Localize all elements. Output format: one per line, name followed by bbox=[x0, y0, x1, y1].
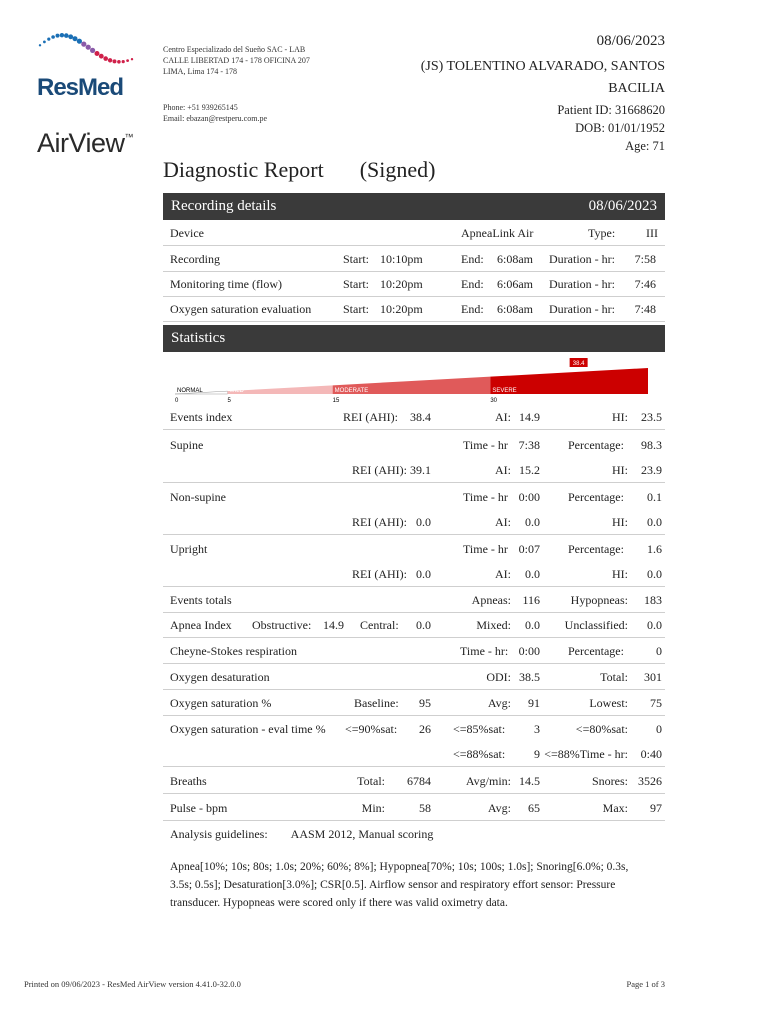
stat-time-value: 0:00 bbox=[518, 490, 540, 504]
stat-ai-label: AI: bbox=[495, 410, 511, 424]
stat-max-value: 97 bbox=[650, 801, 662, 815]
device-value: ApneaLink Air bbox=[461, 226, 534, 240]
logo-dot bbox=[43, 41, 46, 44]
stat-label: Upright bbox=[170, 542, 208, 556]
scale-tick: 5 bbox=[227, 398, 231, 404]
scale-label-normal: NORMAL bbox=[177, 388, 203, 394]
clinic-address-1: CALLE LIBERTAD 174 - 178 OFICINA 207 bbox=[163, 56, 310, 65]
guidelines-line-1: Apnea[10%; 10s; 80s; 1.0s; 20%; 60%; 8%]; Hypopnea[70%; 10s; 100s; 1.0s]; Snoring[6.0%; 0.3s, bbox=[170, 861, 629, 873]
stat-rei-label: REI (AHI): bbox=[352, 463, 407, 477]
logo-dot bbox=[95, 51, 100, 56]
start-label: Start: bbox=[343, 252, 369, 266]
stat-le88-time-value: 0:40 bbox=[640, 747, 662, 761]
patient-info bbox=[557, 101, 665, 155]
stat-apneas-label: Apneas: bbox=[471, 593, 511, 607]
statistics-row bbox=[163, 612, 665, 638]
stat-avg-label: Avg/min: bbox=[465, 774, 511, 788]
stat-le80-label: <=80%sat: bbox=[575, 722, 628, 736]
stat-max-label: Max: bbox=[602, 801, 628, 815]
patient-name bbox=[365, 56, 665, 100]
stat-min-value: 58 bbox=[419, 801, 431, 815]
scale-label-severe: SEVERE bbox=[492, 388, 517, 394]
resmed-logo-icon bbox=[36, 26, 136, 74]
trademark-mark: ™ bbox=[124, 132, 134, 142]
start-value: 10:20pm bbox=[380, 277, 423, 291]
clinic-contact bbox=[163, 102, 267, 124]
logo-dot bbox=[126, 59, 129, 62]
logo-dot bbox=[99, 54, 104, 59]
stat-obstructive-value: 14.9 bbox=[323, 618, 344, 632]
start-value: 10:20pm bbox=[380, 302, 423, 316]
stat-label: Supine bbox=[170, 438, 204, 452]
clinic-address-2: LIMA, Lima 174 - 178 bbox=[163, 67, 237, 76]
duration-value: 7:58 bbox=[634, 252, 656, 266]
stat-unclassified-label: Unclassified: bbox=[564, 618, 628, 632]
stat-le85-label: <=85%sat: bbox=[453, 722, 506, 736]
clinic-name: Centro Especializado del Sueño SAC - LAB bbox=[163, 45, 306, 54]
logo-dot bbox=[108, 58, 112, 62]
statistics-row bbox=[163, 716, 665, 741]
stat-hi-label: HI: bbox=[612, 463, 628, 477]
stat-label: Pulse - bpm bbox=[170, 801, 228, 815]
statistics-row bbox=[163, 638, 665, 664]
device-row bbox=[163, 220, 665, 246]
patient-name-line2: BACILIA bbox=[608, 81, 665, 96]
stat-rei-value: 0.0 bbox=[416, 515, 431, 529]
stat-time-label: Time - hr: bbox=[460, 644, 509, 658]
clinic-email: Email: ebazan@restperu.com.pe bbox=[163, 114, 267, 123]
stat-label: Cheyne-Stokes respiration bbox=[170, 644, 297, 658]
stat-mixed-label: Mixed: bbox=[476, 618, 511, 632]
type-label: Type: bbox=[588, 226, 616, 240]
logo-dot bbox=[122, 60, 125, 63]
stat-time-value: 0:00 bbox=[518, 644, 540, 658]
statistics-row bbox=[163, 768, 665, 794]
stat-lowest-label: Lowest: bbox=[589, 696, 628, 710]
stat-ai-label: AI: bbox=[495, 463, 511, 477]
clinic-phone: Phone: +51 939265145 bbox=[163, 103, 238, 112]
logo-dot bbox=[47, 38, 50, 41]
stat-total-value: 6784 bbox=[407, 774, 431, 788]
stat-label: Events index bbox=[170, 410, 233, 424]
stat-pct-value: 0.1 bbox=[647, 490, 662, 504]
statistics-header-label: Statistics bbox=[171, 330, 226, 346]
statistics-row bbox=[163, 457, 665, 483]
logo-dot bbox=[117, 60, 121, 64]
statistics-row bbox=[163, 561, 665, 587]
recording-details-header bbox=[163, 193, 665, 220]
stat-hi-value: 0.0 bbox=[647, 515, 662, 529]
statistics-row bbox=[163, 690, 665, 716]
recording-header-date: 08/06/2023 bbox=[588, 198, 657, 214]
logo-dot bbox=[60, 33, 64, 37]
stat-hi-value: 0.0 bbox=[647, 567, 662, 581]
stat-central-label: Central: bbox=[360, 618, 399, 632]
statistics-row bbox=[163, 795, 665, 821]
stat-avg-label: Avg: bbox=[487, 801, 511, 815]
airview-logo-text: AirView bbox=[37, 128, 125, 158]
stat-ai-value: 0.0 bbox=[525, 515, 540, 529]
stat-baseline-label: Baseline: bbox=[354, 696, 399, 710]
resmed-logo-text: ResMed bbox=[37, 74, 124, 101]
logo-dot bbox=[77, 39, 82, 44]
stat-pct-label: Percentage: bbox=[568, 490, 624, 504]
stat-time-label: Time - hr bbox=[463, 542, 508, 556]
scale-label-moderate: MODERATE bbox=[334, 388, 369, 394]
recording-row bbox=[163, 296, 665, 322]
stat-hypopneas-value: 183 bbox=[644, 593, 662, 607]
page-title bbox=[163, 157, 435, 183]
stat-le80-value: 0 bbox=[656, 722, 662, 736]
report-status: (Signed) bbox=[359, 157, 436, 182]
stat-total-label: Total: bbox=[357, 774, 385, 788]
stat-pct-value: 98.3 bbox=[641, 438, 662, 452]
device-label: Device bbox=[170, 226, 204, 240]
stat-pct-value: 0 bbox=[656, 644, 662, 658]
stat-ai-value: 0.0 bbox=[525, 567, 540, 581]
guidelines-value: AASM 2012, Manual scoring bbox=[290, 827, 434, 841]
logo-dot bbox=[113, 59, 117, 63]
stat-ai-label: AI: bbox=[495, 515, 511, 529]
stat-ai-value: 15.2 bbox=[519, 463, 540, 477]
type-value: III bbox=[646, 226, 658, 240]
duration-label: Duration - hr: bbox=[549, 302, 615, 316]
stat-avg-label: Avg: bbox=[487, 696, 511, 710]
stat-hi-label: HI: bbox=[612, 515, 628, 529]
statistics-header bbox=[163, 325, 665, 352]
stat-ai-label: AI: bbox=[495, 567, 511, 581]
stat-obstructive-label: Obstructive: bbox=[252, 618, 312, 632]
stat-hi-label: HI: bbox=[612, 567, 628, 581]
stat-total-value: 301 bbox=[644, 670, 662, 684]
stat-avg-value: 14.5 bbox=[519, 774, 540, 788]
logo-dot bbox=[90, 48, 95, 53]
duration-label: Duration - hr: bbox=[549, 252, 615, 266]
stat-le85-value: 3 bbox=[534, 722, 540, 736]
scale-tick: 15 bbox=[332, 398, 340, 404]
stat-hi-value: 23.5 bbox=[641, 410, 662, 424]
stat-time-label: Time - hr bbox=[463, 490, 508, 504]
stat-le88-value: 9 bbox=[534, 747, 540, 761]
stat-hi-value: 23.9 bbox=[641, 463, 662, 477]
statistics-row bbox=[163, 484, 665, 509]
report-title: Diagnostic Report bbox=[163, 157, 324, 182]
stat-label: Non-supine bbox=[170, 490, 226, 504]
scale-label-mild: MILD bbox=[229, 388, 244, 394]
analysis-guidelines bbox=[170, 827, 433, 842]
stat-pct-label: Percentage: bbox=[568, 438, 624, 452]
recording-row-label: Recording bbox=[170, 252, 220, 266]
stat-label: Breaths bbox=[170, 774, 207, 788]
stat-pct-value: 1.6 bbox=[647, 542, 662, 556]
stat-lowest-value: 75 bbox=[650, 696, 662, 710]
statistics-row bbox=[163, 587, 665, 613]
start-value: 10:10pm bbox=[380, 252, 423, 266]
stat-rei-label: REI (AHI): bbox=[352, 567, 407, 581]
stat-mixed-value: 0.0 bbox=[525, 618, 540, 632]
recording-row bbox=[163, 246, 665, 272]
recording-header-label: Recording details bbox=[171, 198, 277, 214]
stat-odi-label: ODI: bbox=[486, 670, 511, 684]
guidelines-paragraph bbox=[170, 858, 665, 912]
stat-le90-value: 26 bbox=[419, 722, 431, 736]
stat-label: Apnea Index bbox=[170, 618, 232, 632]
stat-snores-value: 3526 bbox=[638, 774, 662, 788]
statistics-row bbox=[163, 404, 665, 430]
logo-dot bbox=[131, 58, 133, 60]
recording-row bbox=[163, 271, 665, 297]
stat-central-value: 0.0 bbox=[416, 618, 431, 632]
logo-dot bbox=[73, 36, 78, 41]
end-value: 6:08am bbox=[497, 252, 533, 266]
scale-tick: 0 bbox=[175, 398, 179, 404]
stat-label: Oxygen saturation % bbox=[170, 696, 272, 710]
logo-dot bbox=[51, 35, 55, 39]
logo-dot bbox=[39, 44, 41, 46]
patient-age: Age: 71 bbox=[625, 139, 665, 153]
printed-info: Printed on 09/06/2023 - ResMed AirView version 4.41.0-32.0.0 bbox=[24, 979, 241, 989]
stat-le88-time-label: <=88%Time - hr: bbox=[544, 747, 628, 761]
stat-ai-value: 14.9 bbox=[519, 410, 540, 424]
statistics-row bbox=[163, 432, 665, 457]
stat-hi-label: HI: bbox=[612, 410, 628, 424]
logo-dot bbox=[56, 34, 60, 38]
severity-scale bbox=[163, 356, 665, 404]
stat-label: Oxygen saturation - eval time % bbox=[170, 722, 326, 736]
patient-id: Patient ID: 31668620 bbox=[557, 103, 665, 117]
patient-name-line1: (JS) TOLENTINO ALVARADO, SANTOS bbox=[420, 59, 665, 74]
logo-dot bbox=[81, 42, 86, 47]
stat-label: Oxygen desaturation bbox=[170, 670, 270, 684]
duration-label: Duration - hr: bbox=[549, 277, 615, 291]
statistics-row bbox=[163, 536, 665, 561]
patient-dob: DOB: 01/01/1952 bbox=[575, 121, 665, 135]
statistics-row bbox=[163, 741, 665, 767]
stat-label: Events totals bbox=[170, 593, 232, 607]
recording-row-label: Monitoring time (flow) bbox=[170, 277, 282, 291]
stat-avg-value: 65 bbox=[528, 801, 540, 815]
stat-snores-label: Snores: bbox=[592, 774, 628, 788]
scale-marker-value: 38.4 bbox=[572, 361, 585, 367]
stat-time-label: Time - hr bbox=[463, 438, 508, 452]
duration-value: 7:46 bbox=[634, 277, 656, 291]
guidelines-label: Analysis guidelines: bbox=[170, 827, 268, 841]
stat-pct-label: Percentage: bbox=[568, 542, 624, 556]
logo-dot bbox=[103, 56, 108, 61]
scale-tick: 30 bbox=[490, 398, 498, 404]
stat-time-value: 7:38 bbox=[518, 438, 540, 452]
clinic-address bbox=[163, 44, 310, 77]
stat-rei-value: 38.4 bbox=[410, 410, 431, 424]
logo-dot bbox=[86, 45, 91, 50]
end-label: End: bbox=[461, 277, 484, 291]
start-label: Start: bbox=[343, 277, 369, 291]
stat-odi-value: 38.5 bbox=[519, 670, 540, 684]
stat-apneas-value: 116 bbox=[522, 593, 540, 607]
guidelines-line-2: 3.5s; 0.5s]; Desaturation[3.0%]; CSR[0.5]. Airflow sensor and respiratory effort sensor: Pressure bbox=[170, 879, 616, 891]
stat-rei-label: REI (AHI): bbox=[343, 410, 398, 424]
end-label: End: bbox=[461, 302, 484, 316]
stat-rei-label: REI (AHI): bbox=[352, 515, 407, 529]
statistics-row bbox=[163, 509, 665, 535]
end-label: End: bbox=[461, 252, 484, 266]
stat-hypopneas-label: Hypopneas: bbox=[570, 593, 628, 607]
start-label: Start: bbox=[343, 302, 369, 316]
page-number: Page 1 of 3 bbox=[626, 979, 665, 989]
airview-logo bbox=[37, 128, 133, 159]
stat-rei-value: 39.1 bbox=[410, 463, 431, 477]
end-value: 6:06am bbox=[497, 277, 533, 291]
guidelines-line-3: transducer. Hypopneas were scored only if there was valid oximetry data. bbox=[170, 897, 508, 909]
recording-row-label: Oxygen saturation evaluation bbox=[170, 302, 312, 316]
statistics-row bbox=[163, 664, 665, 690]
stat-le90-label: <=90%sat: bbox=[345, 722, 398, 736]
stat-baseline-value: 95 bbox=[419, 696, 431, 710]
stat-min-label: Min: bbox=[361, 801, 385, 815]
stat-rei-value: 0.0 bbox=[416, 567, 431, 581]
stat-unclassified-value: 0.0 bbox=[647, 618, 662, 632]
duration-value: 7:48 bbox=[634, 302, 656, 316]
stat-total-label: Total: bbox=[600, 670, 628, 684]
stat-le88-label: <=88%sat: bbox=[453, 747, 506, 761]
report-date: 08/06/2023 bbox=[596, 33, 665, 49]
end-value: 6:08am bbox=[497, 302, 533, 316]
logo-dot bbox=[64, 33, 69, 38]
stat-time-value: 0:07 bbox=[518, 542, 540, 556]
stat-avg-value: 91 bbox=[528, 696, 540, 710]
stat-pct-label: Percentage: bbox=[568, 644, 624, 658]
logo-dot bbox=[68, 34, 73, 39]
